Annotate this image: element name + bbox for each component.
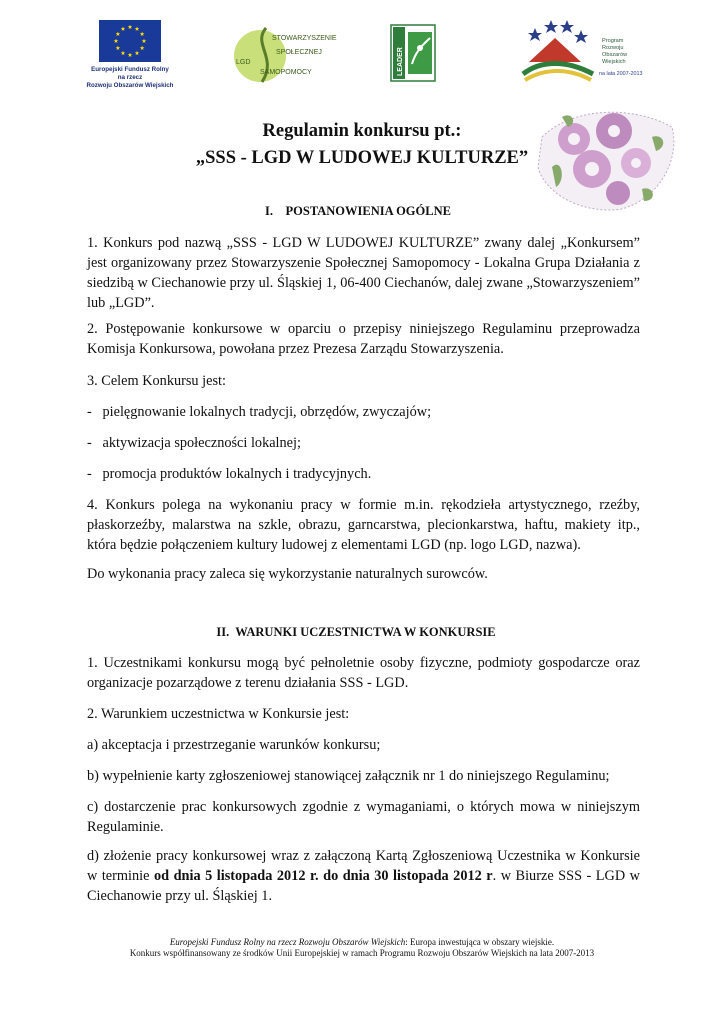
- prow-logo-text: [602, 38, 627, 66]
- leader-logo: [390, 24, 436, 82]
- prow-text-line: Rozwoju: [602, 45, 624, 51]
- prow-logo: [515, 16, 643, 86]
- document-title-line2: „SSS - LGD W LUDOWEJ KULTURZE”: [195, 148, 529, 168]
- paragraph-3: 3. Celem Konkursu jest:: [87, 373, 226, 389]
- eu-caption-line: Rozwoju Obszarów Wiejskich: [86, 82, 174, 89]
- condition-d-text: d) złożenie pracy konkursowej wraz z załączoną Kartą Zgłoszeniową Uczestnika w Konkursie w terminie: [87, 848, 640, 884]
- section-heading-participation: II. WARUNKI UCZESTNICTWA W KONKURSIE: [216, 625, 496, 639]
- condition-a: a) akceptacja i przestrzeganie warunków konkursu;: [87, 737, 381, 753]
- prow-text-line: Obszarów: [602, 52, 628, 58]
- date-start: od dnia 5 listopada 2012 r.: [153, 868, 319, 884]
- leader-logo-text: LEADER: [397, 47, 404, 76]
- sss-logo-text: SAMOPOMOCY: [260, 69, 312, 76]
- condition-b: b) wypełnienie karty zgłoszeniowej stanowiącej załącznik nr 1 do niniejszego Regulaminu;: [87, 768, 610, 784]
- bullet-item: - aktywizacja społeczności lokalnej;: [87, 435, 301, 451]
- paragraph-5: Do wykonania pracy zaleca się wykorzystanie naturalnych surowców.: [87, 566, 488, 582]
- paragraph-participants: 1. Uczestnikami konkursu mogą być pełnoletnie osoby fizyczne, podmioty gospodarcze oraz organizacje pozarządowe z terenu działania SSS - LGD.: [87, 655, 640, 691]
- prow-text-line: Program: [602, 38, 624, 44]
- footer-line1: [0, 937, 724, 948]
- date-end: do dnia 30 listopada 2012 r: [323, 868, 493, 884]
- paragraph-2: 2. Postępowanie konkursowe w oparciu o przepisy niniejszego Regulaminu przeprowadza Komisja Konkursowa, powołana przez Prezesa Zarządu Stowarzyszenia.: [87, 321, 640, 357]
- condition-d-tail: . w Biurze SSS - LGD w Ciechanowie przy ul. Śląskiej 1.: [87, 868, 641, 904]
- prow-logo-years: na lata 2007-2013: [599, 71, 643, 77]
- bullet-item: - pielęgnowanie lokalnych tradycji, obrzędów, zwyczajów;: [87, 404, 432, 420]
- footer-motto: : Europa inwestująca w obszary wiejskie.: [405, 937, 555, 947]
- sss-logo-text: SPOŁECZNEJ: [276, 49, 322, 56]
- prow-text-line: Wiejskich: [602, 59, 626, 65]
- prow-emblem-icon: [515, 16, 599, 86]
- section-heading-general: I. POSTANOWIENIA OGÓLNE: [265, 204, 451, 218]
- document-title-line1: Regulamin konkursu pt.:: [262, 121, 462, 141]
- condition-c: c) dostarczenie prac konkursowych zgodnie z wymaganiami, o których mowa w niniejszym Regulaminie.: [87, 799, 640, 835]
- eu-flag-icon: [99, 20, 161, 62]
- footer-line2: Konkurs współfinansowany ze środków Unii Europejskiej w ramach Programu Rozwoju Obszarów Wiejskich na lata 2007-2013: [129, 948, 595, 958]
- sss-logo-text: LGD: [236, 59, 251, 66]
- eu-caption-line: na rzecz: [117, 74, 143, 81]
- condition-d: [87, 846, 640, 906]
- eu-logo-caption: [70, 66, 190, 90]
- eu-fund-logo: [70, 20, 190, 100]
- paragraph-conditions: 2. Warunkiem uczestnictwa w Konkursie jest:: [87, 706, 350, 722]
- bullet-item: - promocja produktów lokalnych i tradycyjnych.: [87, 466, 372, 482]
- footer-fund-name: Europejski Fundusz Rolny na rzecz Rozwoju Obszarów Wiejskich: [169, 937, 406, 947]
- paragraph-4: 4. Konkurs polega na wykonaniu pracy w formie m.in. rękodzieła artystycznego, rzeźby, płaskorzeźby, malarstwa na szkle, obrazu, garncarstwa, plecionkarstwa, haftu, makiety itp., która będzie połączeniem kultury ludowej z elementami LGD (np. logo LGD, nazwa).: [87, 497, 640, 553]
- sss-logo-text: STOWARZYSZENIE: [272, 35, 337, 42]
- eu-caption-line: Europejski Fundusz Rolny: [91, 66, 169, 73]
- paragraph-1: 1. Konkurs pod nazwą „SSS - LGD W LUDOWEJ KULTURZE” zwany dalej „Konkursem” jest organizowany przez Stowarzyszenie Społecznej Samopomocy - Lokalna Grupa Działania z siedzibą w Ciechanowie przy ul. Śląskiej 1, 06-400 Ciechanów, dalej zwane „Stowarzyszeniem” lub „LGD”.: [87, 235, 640, 311]
- sss-lgd-logo: [232, 24, 337, 84]
